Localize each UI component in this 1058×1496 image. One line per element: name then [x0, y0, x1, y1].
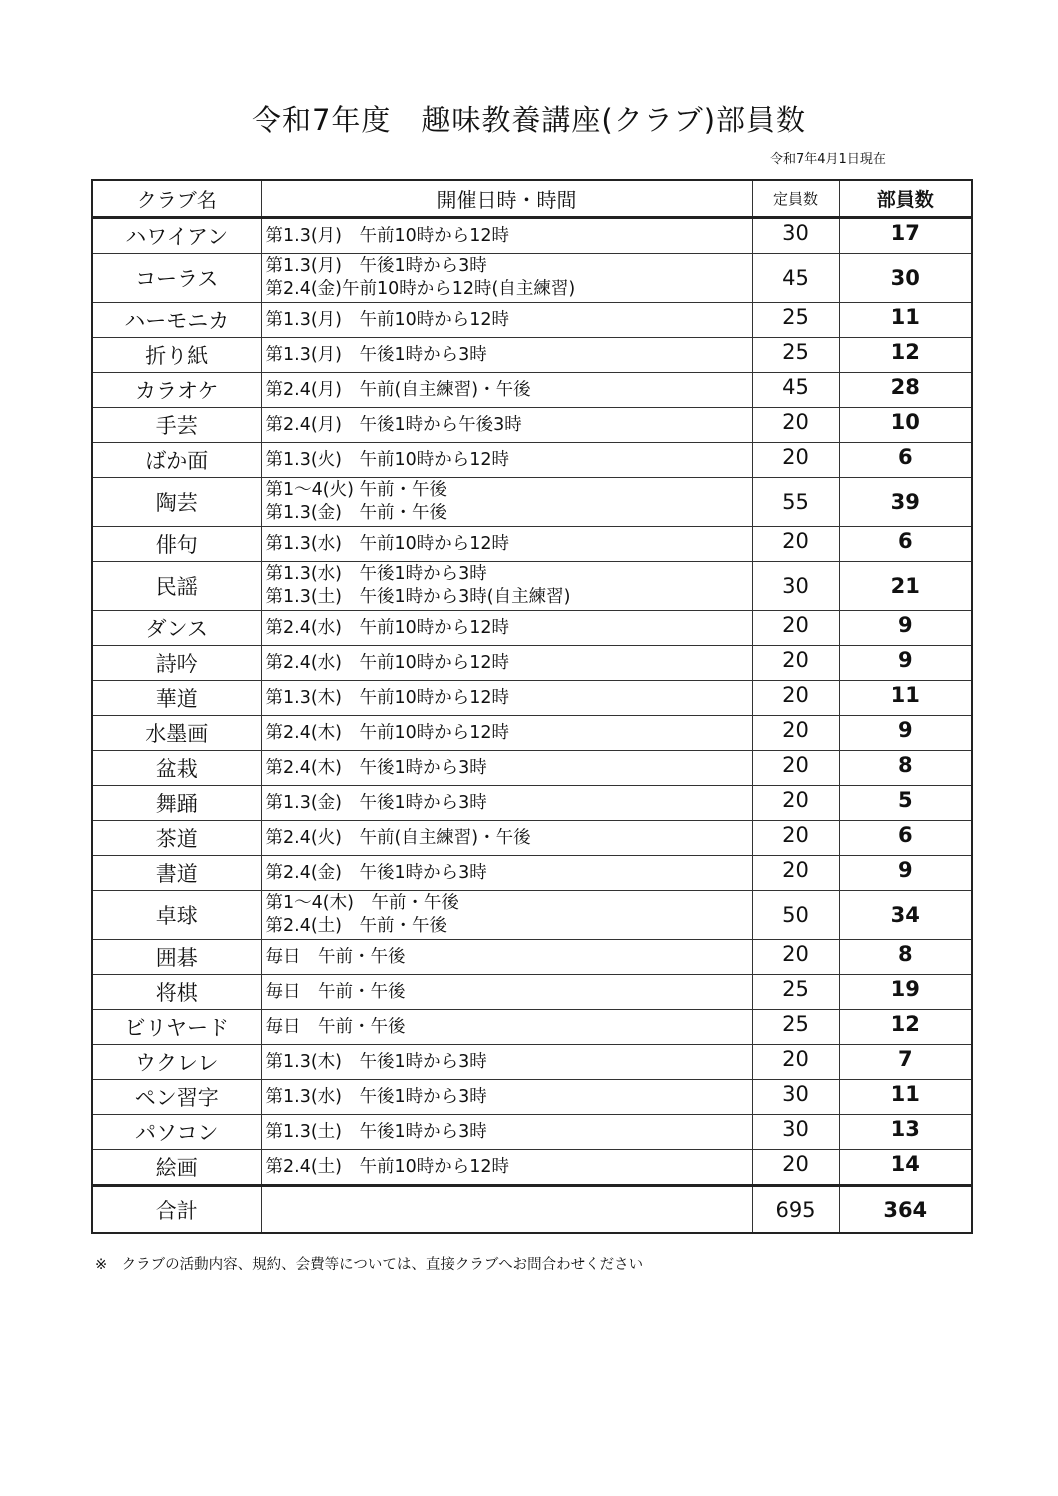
club-table: [91, 179, 973, 1234]
schedule-line: 第1.3(金) 午後1時から3時: [265, 792, 487, 813]
table-row: [92, 373, 972, 408]
club-members: 39: [839, 478, 972, 527]
club-capacity: 20: [752, 1150, 839, 1186]
club-schedule: [261, 1080, 752, 1115]
schedule-line: 第2.4(土) 午前10時から12時: [265, 1156, 510, 1177]
table-row: [92, 751, 972, 786]
club-members: 12: [839, 1010, 972, 1045]
club-members: 14: [839, 1150, 972, 1186]
club-schedule: [261, 786, 752, 821]
schedule-line: 第2.4(水) 午前10時から12時: [265, 652, 510, 673]
schedule-line: 毎日 午前・午後: [265, 946, 406, 967]
club-name: ばか面: [92, 443, 261, 478]
schedule-line: 第2.4(火) 午前(自主練習)・午後: [265, 827, 531, 848]
schedule-line: 第1～4(火) 午前・午後: [265, 480, 447, 500]
table-row: [92, 303, 972, 338]
club-schedule: [261, 443, 752, 478]
schedule-line: 第2.4(金)午前10時から12時(自主練習): [265, 279, 576, 299]
club-schedule: [261, 1150, 752, 1186]
club-name: 囲碁: [92, 940, 261, 975]
table-row: [92, 786, 972, 821]
club-capacity: 30: [752, 562, 839, 611]
club-capacity: 25: [752, 338, 839, 373]
table-row: [92, 408, 972, 443]
club-capacity: 25: [752, 1010, 839, 1045]
total-schedule-empty: [261, 1186, 752, 1234]
club-members: 10: [839, 408, 972, 443]
table-row: [92, 443, 972, 478]
schedule-line: 第1.3(金) 午前・午後: [265, 503, 447, 523]
club-schedule: [261, 218, 752, 254]
club-capacity: 20: [752, 856, 839, 891]
table-row: [92, 611, 972, 646]
schedule-line: 第2.4(月) 午後1時から午後3時: [265, 414, 522, 435]
club-schedule: [261, 254, 752, 303]
schedule-line: 第1.3(月) 午後1時から3時: [265, 256, 487, 276]
schedule-line: 第2.4(水) 午前10時から12時: [265, 617, 510, 638]
schedule-line: 第1.3(火) 午前10時から12時: [265, 449, 510, 470]
club-schedule: [261, 681, 752, 716]
schedule-line: 第1.3(月) 午前10時から12時: [265, 225, 510, 246]
club-name: 水墨画: [92, 716, 261, 751]
club-members: 7: [839, 1045, 972, 1080]
club-members: 17: [839, 218, 972, 254]
table-row: [92, 1080, 972, 1115]
table-row: [92, 940, 972, 975]
table-row: [92, 527, 972, 562]
schedule-line: 第2.4(土) 午前・午後: [265, 916, 447, 936]
club-name: 舞踊: [92, 786, 261, 821]
table-row: [92, 1115, 972, 1150]
club-capacity: 45: [752, 254, 839, 303]
club-name: ハワイアン: [92, 218, 261, 254]
club-schedule: [261, 856, 752, 891]
club-capacity: 20: [752, 681, 839, 716]
club-schedule: [261, 646, 752, 681]
club-schedule: [261, 562, 752, 611]
club-schedule: [261, 338, 752, 373]
club-name: 絵画: [92, 1150, 261, 1186]
club-members: 6: [839, 527, 972, 562]
club-schedule: [261, 821, 752, 856]
table-row: [92, 646, 972, 681]
club-capacity: 20: [752, 1045, 839, 1080]
club-name: ペン習字: [92, 1080, 261, 1115]
schedule-line: 第1.3(水) 午前10時から12時: [265, 533, 510, 554]
club-name: ダンス: [92, 611, 261, 646]
club-schedule: [261, 408, 752, 443]
club-members: 12: [839, 338, 972, 373]
club-capacity: 45: [752, 373, 839, 408]
table-row: [92, 681, 972, 716]
club-capacity: 25: [752, 303, 839, 338]
table-row: [92, 1150, 972, 1186]
club-members: 8: [839, 751, 972, 786]
club-name: 卓球: [92, 891, 261, 940]
total-capacity: 695: [752, 1186, 839, 1234]
club-capacity: 30: [752, 218, 839, 254]
club-name: 手芸: [92, 408, 261, 443]
header-capacity: 定員数: [752, 180, 839, 218]
club-capacity: 20: [752, 751, 839, 786]
club-members: 28: [839, 373, 972, 408]
club-members: 6: [839, 443, 972, 478]
page-title: 令和7年度 趣味教養講座(クラブ)部員数: [251, 103, 807, 137]
as-of-date: 令和7年4月1日現在: [770, 152, 886, 167]
club-name: 陶芸: [92, 478, 261, 527]
club-members: 6: [839, 821, 972, 856]
table-row: [92, 716, 972, 751]
schedule-line: 第1.3(月) 午前10時から12時: [265, 309, 510, 330]
schedule-line: 第1.3(土) 午後1時から3時: [265, 1121, 487, 1142]
club-members: 30: [839, 254, 972, 303]
total-members: 364: [839, 1186, 972, 1234]
footnote: ※ クラブの活動内容、規約、会費等については、直接クラブへお問合わせください: [95, 1257, 644, 1273]
club-members: 21: [839, 562, 972, 611]
club-capacity: 30: [752, 1080, 839, 1115]
club-capacity: 20: [752, 716, 839, 751]
club-members: 11: [839, 681, 972, 716]
header-club-name: クラブ名: [92, 180, 261, 218]
header-row: [92, 180, 972, 218]
club-members: 9: [839, 856, 972, 891]
club-name: 茶道: [92, 821, 261, 856]
club-schedule: [261, 1045, 752, 1080]
table-row: [92, 218, 972, 254]
schedule-line: 第1.3(水) 午後1時から3時: [265, 1086, 487, 1107]
club-members: 9: [839, 646, 972, 681]
club-capacity: 55: [752, 478, 839, 527]
schedule-line: 第1.3(木) 午前10時から12時: [265, 687, 510, 708]
club-members: 8: [839, 940, 972, 975]
club-capacity: 20: [752, 786, 839, 821]
club-name: 華道: [92, 681, 261, 716]
club-capacity: 20: [752, 443, 839, 478]
club-table-body: [92, 218, 972, 1186]
schedule-line: 第1.3(木) 午後1時から3時: [265, 1051, 487, 1072]
table-row: [92, 254, 972, 303]
schedule-line: 第1.3(月) 午後1時から3時: [265, 344, 487, 365]
club-members: 9: [839, 716, 972, 751]
club-members: 13: [839, 1115, 972, 1150]
club-schedule: [261, 891, 752, 940]
table-row: [92, 891, 972, 940]
club-schedule: [261, 611, 752, 646]
total-row: [92, 1186, 972, 1234]
total-label: 合計: [92, 1186, 261, 1234]
table-row: [92, 338, 972, 373]
schedule-line: 毎日 午前・午後: [265, 1016, 406, 1037]
table-row: [92, 1010, 972, 1045]
club-schedule: [261, 716, 752, 751]
club-name: 俳句: [92, 527, 261, 562]
club-capacity: 20: [752, 611, 839, 646]
schedule-line: 第2.4(金) 午後1時から3時: [265, 862, 487, 883]
club-capacity: 50: [752, 891, 839, 940]
club-members: 11: [839, 1080, 972, 1115]
club-capacity: 20: [752, 821, 839, 856]
club-schedule: [261, 940, 752, 975]
club-members: 19: [839, 975, 972, 1010]
club-members: 9: [839, 611, 972, 646]
club-members: 11: [839, 303, 972, 338]
club-name: 盆栽: [92, 751, 261, 786]
club-members: 5: [839, 786, 972, 821]
club-schedule: [261, 975, 752, 1010]
table-row: [92, 1045, 972, 1080]
club-name: カラオケ: [92, 373, 261, 408]
club-schedule: [261, 1115, 752, 1150]
club-members: 34: [839, 891, 972, 940]
club-schedule: [261, 751, 752, 786]
club-schedule: [261, 303, 752, 338]
club-schedule: [261, 373, 752, 408]
schedule-line: 第1.3(土) 午後1時から3時(自主練習): [265, 587, 571, 607]
club-name: 将棋: [92, 975, 261, 1010]
table-row: [92, 975, 972, 1010]
club-capacity: 20: [752, 408, 839, 443]
table-row: [92, 821, 972, 856]
club-name: コーラス: [92, 254, 261, 303]
club-name: パソコン: [92, 1115, 261, 1150]
table-row: [92, 856, 972, 891]
club-name: ハーモニカ: [92, 303, 261, 338]
club-name: 民謡: [92, 562, 261, 611]
club-schedule: [261, 1010, 752, 1045]
schedule-line: 第2.4(月) 午前(自主練習)・午後: [265, 379, 531, 400]
schedule-line: 第1.3(水) 午後1時から3時: [265, 564, 487, 584]
table-row: [92, 478, 972, 527]
club-capacity: 25: [752, 975, 839, 1010]
header-schedule: 開催日時・時間: [261, 180, 752, 218]
schedule-line: 毎日 午前・午後: [265, 981, 406, 1002]
schedule-line: 第2.4(木) 午前10時から12時: [265, 722, 510, 743]
club-capacity: 20: [752, 527, 839, 562]
club-name: 詩吟: [92, 646, 261, 681]
club-name: ビリヤード: [92, 1010, 261, 1045]
club-capacity: 20: [752, 940, 839, 975]
club-name: 書道: [92, 856, 261, 891]
club-schedule: [261, 478, 752, 527]
club-capacity: 20: [752, 646, 839, 681]
club-capacity: 30: [752, 1115, 839, 1150]
header-members: 部員数: [839, 180, 972, 218]
table-row: [92, 562, 972, 611]
club-schedule: [261, 527, 752, 562]
club-name: 折り紙: [92, 338, 261, 373]
schedule-line: 第2.4(木) 午後1時から3時: [265, 757, 487, 778]
schedule-line: 第1～4(木) 午前・午後: [265, 893, 459, 913]
club-name: ウクレレ: [92, 1045, 261, 1080]
